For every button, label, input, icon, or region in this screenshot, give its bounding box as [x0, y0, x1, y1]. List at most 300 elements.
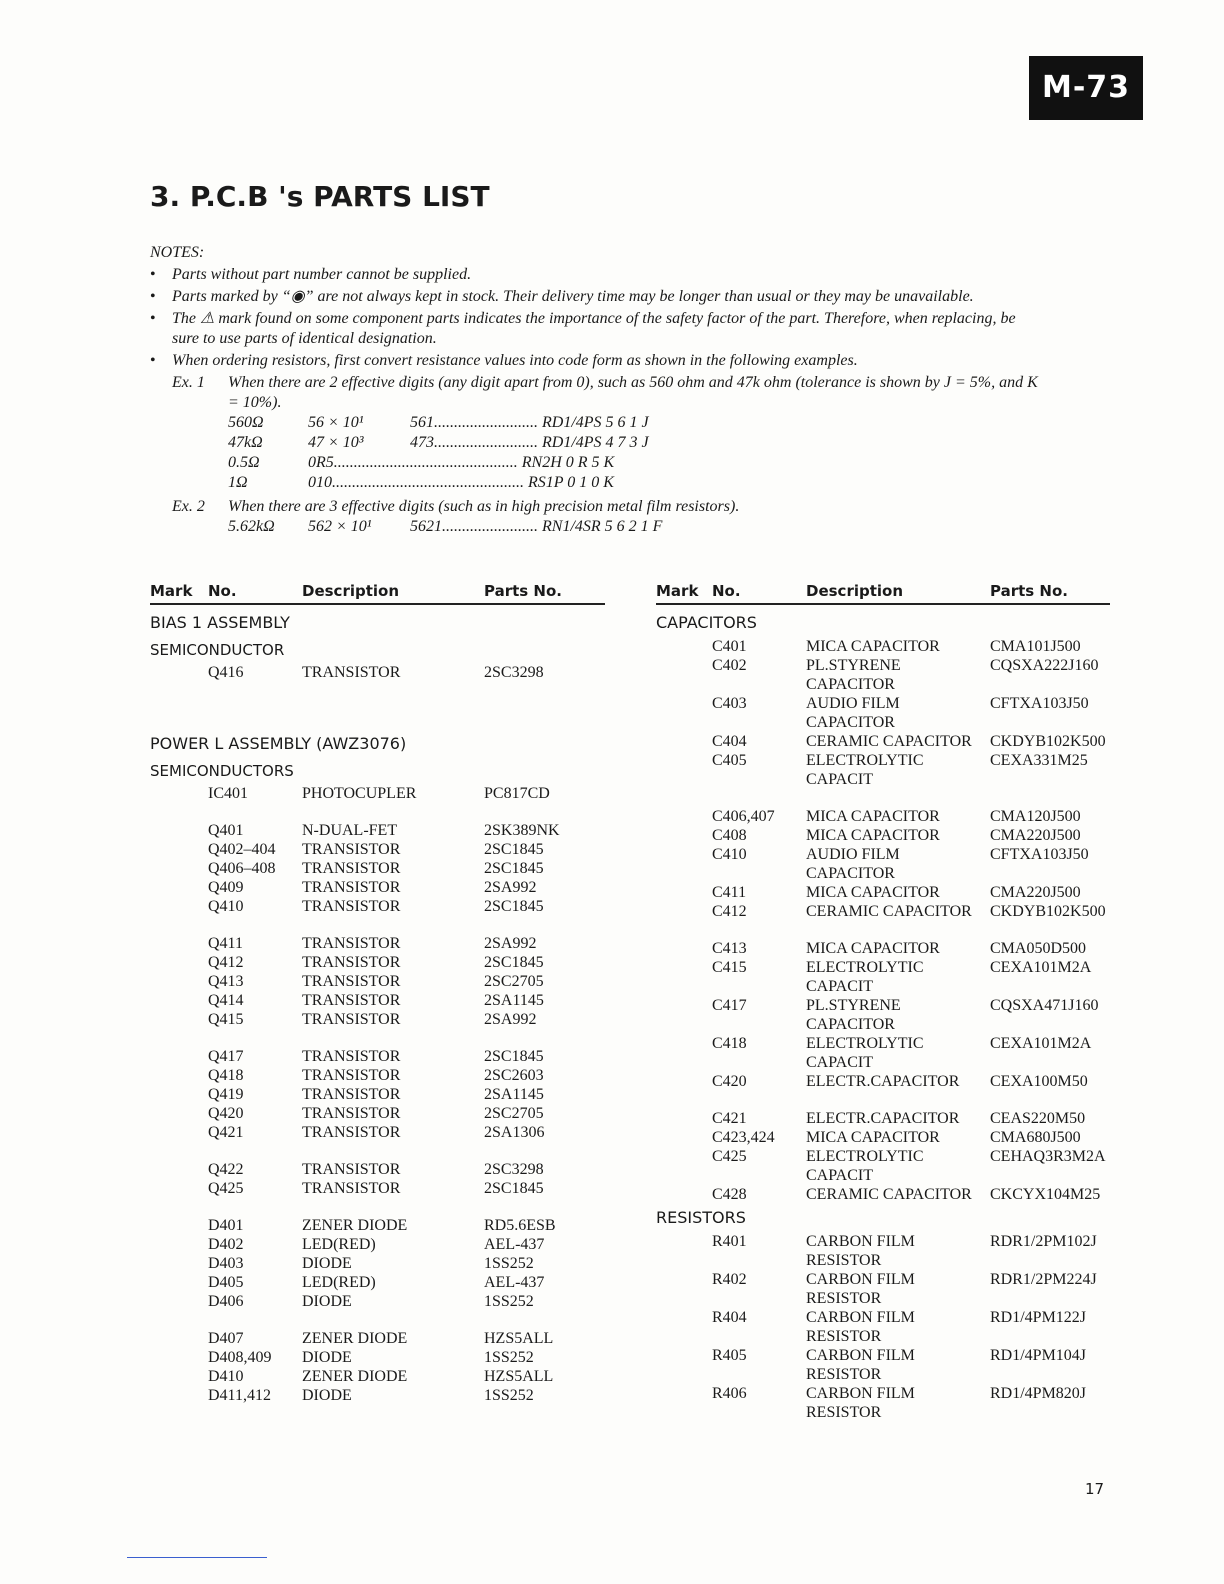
section-title: CAPACITORS: [656, 613, 757, 632]
part-number-cell: Q418: [208, 1067, 244, 1084]
table-row: [150, 934, 605, 953]
table-row: [656, 845, 1110, 883]
parts-no-cell: CFTXA103J50: [990, 846, 1089, 863]
header-no: No.: [712, 582, 806, 605]
mark-cell: [150, 1329, 208, 1348]
mark-cell: [150, 1047, 208, 1066]
description-cell: DIODE: [302, 1255, 352, 1272]
parts-no-cell: CKDYB102K500: [990, 733, 1106, 750]
mark-cell: [656, 751, 712, 789]
table-row: [150, 1047, 605, 1066]
table-row: [150, 1010, 605, 1029]
mark-cell: [656, 694, 712, 732]
part-number-cell: Q417: [208, 1048, 244, 1065]
mark-cell: [656, 1308, 712, 1346]
part-number-cell: Q412: [208, 954, 244, 971]
mark-cell: [150, 991, 208, 1010]
mark-cell: [150, 1179, 208, 1198]
spacer: [150, 1198, 605, 1216]
description-cell: TRANSISTOR: [302, 973, 401, 990]
parts-no-cell: PC817CD: [484, 785, 550, 802]
mark-cell: [656, 1270, 712, 1308]
example-row: [228, 413, 1040, 433]
part-number-cell: Q413: [208, 973, 244, 990]
mark-cell: [656, 1185, 712, 1204]
mark-cell: [150, 878, 208, 897]
parts-no-cell: RD1/4PM820J: [990, 1385, 1087, 1402]
mark-cell: [656, 958, 712, 996]
part-number-cell: D405: [208, 1274, 244, 1291]
example-value: 5.62kΩ: [228, 518, 275, 535]
parts-no-cell: 2SA992: [484, 879, 537, 896]
part-number-cell: Q421: [208, 1124, 244, 1141]
page-number: 17: [1085, 1480, 1105, 1498]
parts-no-cell: CMA680J500: [990, 1129, 1081, 1146]
part-number-cell: Q415: [208, 1011, 244, 1028]
part-number-cell: R406: [712, 1385, 747, 1402]
part-number-cell: R405: [712, 1347, 747, 1364]
note-item: • Parts without part number cannot be supplied.: [150, 265, 1040, 285]
part-number-cell: C428: [712, 1186, 747, 1203]
table-row: [656, 1147, 1110, 1185]
description-cell: TRANSISTOR: [302, 898, 401, 915]
description-cell: CARBON FILM RESISTOR: [806, 1385, 915, 1421]
part-number-cell: D406: [208, 1293, 244, 1310]
mark-cell: [656, 1346, 712, 1384]
mark-cell: [150, 934, 208, 953]
part-number-cell: C415: [712, 959, 747, 976]
table-row: [656, 1109, 1110, 1128]
table-row: [150, 972, 605, 991]
parts-no-cell: 2SC1845: [484, 860, 544, 877]
column-header-row: [656, 576, 1110, 609]
notes-section: [150, 243, 1040, 537]
parts-no-cell: CMA050D500: [990, 940, 1087, 957]
mark-cell: [656, 1232, 712, 1270]
table-row: [656, 1128, 1110, 1147]
table-row: [150, 1123, 605, 1142]
table-row: [150, 1273, 605, 1292]
example-expr: 47 × 10³: [308, 434, 364, 451]
description-cell: MICA CAPACITOR: [806, 827, 940, 844]
table-row: [150, 1254, 605, 1273]
description-cell: TRANSISTOR: [302, 1105, 401, 1122]
note-item: • When ordering resistors, first convert resistance values into code form as shown in the following examples.: [150, 351, 1040, 371]
description-cell: TRANSISTOR: [302, 1067, 401, 1084]
description-cell: MICA CAPACITOR: [806, 884, 940, 901]
parts-no-cell: 2SA1306: [484, 1124, 545, 1141]
header-parts-no: Parts No.: [484, 582, 605, 605]
mark-cell: [150, 663, 208, 682]
description-cell: CARBON FILM RESISTOR: [806, 1309, 915, 1345]
description-cell: MICA CAPACITOR: [806, 808, 940, 825]
parts-no-cell: RD5.6ESB: [484, 1217, 556, 1234]
description-cell: ELECTROLYTIC CAPACIT: [806, 752, 924, 788]
part-number-cell: D402: [208, 1236, 244, 1253]
description-cell: TRANSISTOR: [302, 1011, 401, 1028]
part-number-cell: Q422: [208, 1161, 244, 1178]
mark-cell: [150, 1292, 208, 1311]
parts-no-cell: CEXA101M2A: [990, 959, 1092, 976]
description-cell: TRANSISTOR: [302, 954, 401, 971]
description-cell: TRANSISTOR: [302, 992, 401, 1009]
part-number-cell: IC401: [208, 785, 248, 802]
table-row: [656, 694, 1110, 732]
parts-no-cell: HZS5ALL: [484, 1330, 554, 1347]
table-row: [656, 751, 1110, 789]
part-number-cell: C413: [712, 940, 747, 957]
mark-cell: [656, 1147, 712, 1185]
notes-list: [150, 265, 1040, 371]
spacer: [150, 803, 605, 821]
part-number-cell: Q419: [208, 1086, 244, 1103]
section-title: RESISTORS: [656, 1208, 746, 1227]
example-label: Ex. 1: [172, 374, 205, 391]
mark-cell: [656, 883, 712, 902]
description-cell: TRANSISTOR: [302, 1180, 401, 1197]
part-number-cell: Q425: [208, 1180, 244, 1197]
parts-list-right: [656, 576, 1110, 1422]
table-row: [150, 1216, 605, 1235]
table-row: [656, 939, 1110, 958]
header-description: Description: [806, 582, 990, 605]
part-number-cell: C412: [712, 903, 747, 920]
description-cell: TRANSISTOR: [302, 935, 401, 952]
part-number-cell: D410: [208, 1368, 244, 1385]
mark-cell: [656, 1072, 712, 1091]
table-row: [150, 1367, 605, 1386]
part-number-cell: D411,412: [208, 1387, 271, 1404]
parts-no-cell: CMA120J500: [990, 808, 1081, 825]
table-row: [656, 883, 1110, 902]
table-row: [150, 1160, 605, 1179]
description-cell: TRANSISTOR: [302, 879, 401, 896]
part-number-cell: Q406–408: [208, 860, 276, 877]
table-row: [656, 732, 1110, 751]
mark-cell: [150, 1160, 208, 1179]
description-cell: CERAMIC CAPACITOR: [806, 1186, 972, 1203]
table-row: [656, 1346, 1110, 1384]
mark-cell: [656, 996, 712, 1034]
example-value: 47kΩ: [228, 434, 263, 451]
parts-no-cell: 2SC1845: [484, 841, 544, 858]
table-row: [150, 840, 605, 859]
mark-cell: [656, 1384, 712, 1422]
parts-no-cell: 2SA1145: [484, 1086, 544, 1103]
footer-rule: [127, 1557, 267, 1558]
description-cell: ELECTROLYTIC CAPACIT: [806, 959, 924, 995]
example-row: [228, 473, 1040, 493]
description-cell: LED(RED): [302, 1236, 376, 1253]
parts-no-cell: 2SA992: [484, 935, 537, 952]
note-item: • Parts marked by “◉” are not always kept in stock. Their delivery time may be longer than usual or they may be unavailable.: [150, 287, 1040, 307]
parts-no-cell: 1SS252: [484, 1255, 534, 1272]
description-cell: TRANSISTOR: [302, 1161, 401, 1178]
description-cell: MICA CAPACITOR: [806, 638, 940, 655]
example-expr: 562 × 10¹: [308, 518, 372, 535]
parts-no-cell: 1SS252: [484, 1387, 534, 1404]
parts-no-cell: 2SC2705: [484, 973, 544, 990]
mark-cell: [656, 845, 712, 883]
part-number-cell: C406,407: [712, 808, 775, 825]
part-number-cell: R401: [712, 1233, 747, 1250]
table-row: [656, 958, 1110, 996]
spacer: [656, 921, 1110, 939]
mark-cell: [656, 807, 712, 826]
mark-cell: [150, 859, 208, 878]
part-number-cell: C411: [712, 884, 747, 901]
parts-no-cell: CQSXA222J160: [990, 657, 1099, 674]
part-number-cell: Q409: [208, 879, 244, 896]
part-number-cell: C418: [712, 1035, 747, 1052]
description-cell: ELECTROLYTIC CAPACIT: [806, 1035, 924, 1071]
parts-no-cell: AEL-437: [484, 1274, 545, 1291]
table-row: [150, 1348, 605, 1367]
parts-no-cell: 2SK389NK: [484, 822, 560, 839]
mark-cell: [150, 821, 208, 840]
description-cell: ELECTR.CAPACITOR: [806, 1110, 960, 1127]
part-number-cell: C401: [712, 638, 747, 655]
table-row: [656, 996, 1110, 1034]
description-cell: ZENER DIODE: [302, 1368, 408, 1385]
description-cell: MICA CAPACITOR: [806, 940, 940, 957]
mark-cell: [656, 902, 712, 921]
note-item: • The ⚠ mark found on some component parts indicates the importance of the safety factor of the part. Therefore, when replacing, be sure to use parts of identical designation.: [150, 309, 1040, 349]
description-cell: ELECTR.CAPACITOR: [806, 1073, 960, 1090]
part-number-cell: C403: [712, 695, 747, 712]
part-number-cell: Q420: [208, 1105, 244, 1122]
table-row: [656, 656, 1110, 694]
table-row: [656, 807, 1110, 826]
example-code: 473.......................... RD1/4PS 4 7 3 J: [410, 434, 649, 451]
subsection-title: SEMICONDUCTORS: [150, 762, 294, 780]
spacer: [150, 1311, 605, 1329]
mark-cell: [150, 1273, 208, 1292]
description-cell: DIODE: [302, 1349, 352, 1366]
mark-cell: [150, 1254, 208, 1273]
example-text: When there are 3 effective digits (such as in high precision metal film resistors).: [228, 498, 740, 515]
table-row: [656, 1384, 1110, 1422]
description-cell: AUDIO FILM CAPACITOR: [806, 846, 900, 882]
parts-no-cell: 2SC1845: [484, 898, 544, 915]
spacer: [150, 1142, 605, 1160]
notes-heading: NOTES:: [150, 244, 205, 261]
mark-cell: [150, 1348, 208, 1367]
part-number-cell: D408,409: [208, 1349, 272, 1366]
spacer: [150, 682, 605, 730]
parts-no-cell: CEHAQ3R3M2A: [990, 1148, 1106, 1165]
mark-cell: [656, 939, 712, 958]
parts-no-cell: CFTXA103J50: [990, 695, 1089, 712]
table-row: [150, 1085, 605, 1104]
example-code: 5621........................ RN1/4SR 5 6 2 1 F: [410, 518, 663, 535]
mark-cell: [150, 840, 208, 859]
part-number-cell: C404: [712, 733, 747, 750]
example-expr: 010................................................ RS1P 0 1 0 K: [308, 474, 614, 491]
table-row: [150, 859, 605, 878]
mark-cell: [656, 1109, 712, 1128]
description-cell: TRANSISTOR: [302, 841, 401, 858]
table-row: [150, 953, 605, 972]
mark-cell: [150, 1010, 208, 1029]
table-row: [656, 826, 1110, 845]
description-cell: TRANSISTOR: [302, 1048, 401, 1065]
parts-no-cell: CMA101J500: [990, 638, 1081, 655]
parts-no-cell: CEAS220M50: [990, 1110, 1086, 1127]
header-mark: Mark: [150, 582, 208, 605]
part-number-cell: C410: [712, 846, 747, 863]
example-text: When there are 2 effective digits (any digit apart from 0), such as 560 ohm and 47k ohm (tolerance is shown by J = 5%, and K = 10%).: [228, 374, 1038, 411]
header-no: No.: [208, 582, 302, 605]
parts-no-cell: 2SC1845: [484, 954, 544, 971]
mark-cell: [150, 1235, 208, 1254]
column-header-row: [150, 576, 605, 609]
parts-no-cell: AEL-437: [484, 1236, 545, 1253]
description-cell: CERAMIC CAPACITOR: [806, 733, 972, 750]
parts-no-cell: CQSXA471J160: [990, 997, 1099, 1014]
table-row: [656, 1185, 1110, 1204]
mark-cell: [150, 897, 208, 916]
table-row: [150, 784, 605, 803]
example-row: [228, 453, 1040, 473]
description-cell: DIODE: [302, 1293, 352, 1310]
parts-no-cell: 2SC1845: [484, 1048, 544, 1065]
spacer: [656, 789, 1110, 807]
part-number-cell: D403: [208, 1255, 244, 1272]
description-cell: TRANSISTOR: [302, 664, 401, 681]
table-row: [150, 1329, 605, 1348]
subsection-title: SEMICONDUCTOR: [150, 641, 285, 659]
mark-cell: [656, 732, 712, 751]
parts-no-cell: 2SA992: [484, 1011, 537, 1028]
mark-cell: [656, 1034, 712, 1072]
mark-cell: [150, 972, 208, 991]
parts-no-cell: 2SC3298: [484, 1161, 544, 1178]
part-number-cell: Q411: [208, 935, 243, 952]
description-cell: LED(RED): [302, 1274, 376, 1291]
example-label: Ex. 2: [172, 498, 205, 515]
description-cell: ELECTROLYTIC CAPACIT: [806, 1148, 924, 1184]
description-cell: PL.STYRENE CAPACITOR: [806, 657, 901, 693]
page-title: 3. P.C.B 's PARTS LIST: [150, 180, 490, 213]
mark-cell: [150, 1104, 208, 1123]
table-row: [656, 1072, 1110, 1091]
table-row: [150, 878, 605, 897]
spacer: [656, 1091, 1110, 1109]
parts-no-cell: RD1/4PM104J: [990, 1347, 1087, 1364]
table-row: [150, 663, 605, 682]
table-row: [150, 1292, 605, 1311]
example-code: 561.......................... RD1/4PS 5 6 1 J: [410, 414, 649, 431]
table-row: [150, 1104, 605, 1123]
parts-no-cell: RD1/4PM122J: [990, 1309, 1087, 1326]
description-cell: ZENER DIODE: [302, 1217, 408, 1234]
mark-cell: [150, 953, 208, 972]
description-cell: MICA CAPACITOR: [806, 1129, 940, 1146]
spacer: [150, 1029, 605, 1047]
spacer: [150, 916, 605, 934]
table-row: [150, 1386, 605, 1405]
table-row: [150, 1066, 605, 1085]
part-number-cell: Q416: [208, 664, 244, 681]
part-number-cell: D401: [208, 1217, 244, 1234]
parts-list-left: [150, 576, 605, 1405]
part-number-cell: R402: [712, 1271, 747, 1288]
example-expr: 56 × 10¹: [308, 414, 364, 431]
parts-no-cell: CEXA331M25: [990, 752, 1088, 769]
parts-no-cell: 2SC2705: [484, 1105, 544, 1122]
header-description: Description: [302, 582, 484, 605]
parts-no-cell: CMA220J500: [990, 827, 1081, 844]
parts-no-cell: 2SA1145: [484, 992, 544, 1009]
table-row: [656, 902, 1110, 921]
table-row: [656, 1308, 1110, 1346]
description-cell: CARBON FILM RESISTOR: [806, 1233, 915, 1269]
description-cell: TRANSISTOR: [302, 1124, 401, 1141]
description-cell: CARBON FILM RESISTOR: [806, 1271, 915, 1307]
table-row: [150, 897, 605, 916]
parts-no-cell: 1SS252: [484, 1349, 534, 1366]
mark-cell: [656, 1128, 712, 1147]
description-cell: AUDIO FILM CAPACITOR: [806, 695, 900, 731]
mark-cell: [150, 1216, 208, 1235]
table-row: [656, 637, 1110, 656]
table-row: [656, 1034, 1110, 1072]
part-number-cell: Q401: [208, 822, 244, 839]
mark-cell: [656, 656, 712, 694]
part-number-cell: D407: [208, 1330, 244, 1347]
description-cell: CARBON FILM RESISTOR: [806, 1347, 915, 1383]
parts-no-cell: CEXA100M50: [990, 1073, 1088, 1090]
part-number-cell: C408: [712, 827, 747, 844]
part-number-cell: Q410: [208, 898, 244, 915]
header-mark: Mark: [656, 582, 712, 605]
parts-no-cell: RDR1/2PM102J: [990, 1233, 1097, 1250]
mark-cell: [150, 784, 208, 803]
example-value: 1Ω: [228, 474, 248, 491]
parts-no-cell: CKDYB102K500: [990, 903, 1106, 920]
part-number-cell: Q402–404: [208, 841, 276, 858]
table-row: [150, 821, 605, 840]
description-cell: TRANSISTOR: [302, 1086, 401, 1103]
mark-cell: [656, 637, 712, 656]
parts-no-cell: 2SC1845: [484, 1180, 544, 1197]
example-expr: 0R5.............................................. RN2H 0 R 5 K: [308, 454, 615, 471]
example-value: 560Ω: [228, 414, 264, 431]
description-cell: CERAMIC CAPACITOR: [806, 903, 972, 920]
section-title: POWER L ASSEMBLY (AWZ3076): [150, 734, 407, 753]
parts-no-cell: CMA220J500: [990, 884, 1081, 901]
description-cell: PHOTOCUPLER: [302, 785, 417, 802]
mark-cell: [150, 1367, 208, 1386]
part-number-cell: C421: [712, 1110, 747, 1127]
parts-no-cell: 2SC2603: [484, 1067, 544, 1084]
description-cell: N-DUAL-FET: [302, 822, 398, 839]
table-row: [656, 1232, 1110, 1270]
description-cell: DIODE: [302, 1387, 352, 1404]
part-number-cell: C425: [712, 1148, 747, 1165]
model-tab: M-73: [1029, 56, 1143, 120]
table-row: [150, 1235, 605, 1254]
part-number-cell: C423,424: [712, 1129, 775, 1146]
part-number-cell: Q414: [208, 992, 244, 1009]
mark-cell: [150, 1085, 208, 1104]
parts-no-cell: 1SS252: [484, 1293, 534, 1310]
header-parts-no: Parts No.: [990, 582, 1110, 605]
mark-cell: [150, 1123, 208, 1142]
description-cell: TRANSISTOR: [302, 860, 401, 877]
table-row: [150, 991, 605, 1010]
